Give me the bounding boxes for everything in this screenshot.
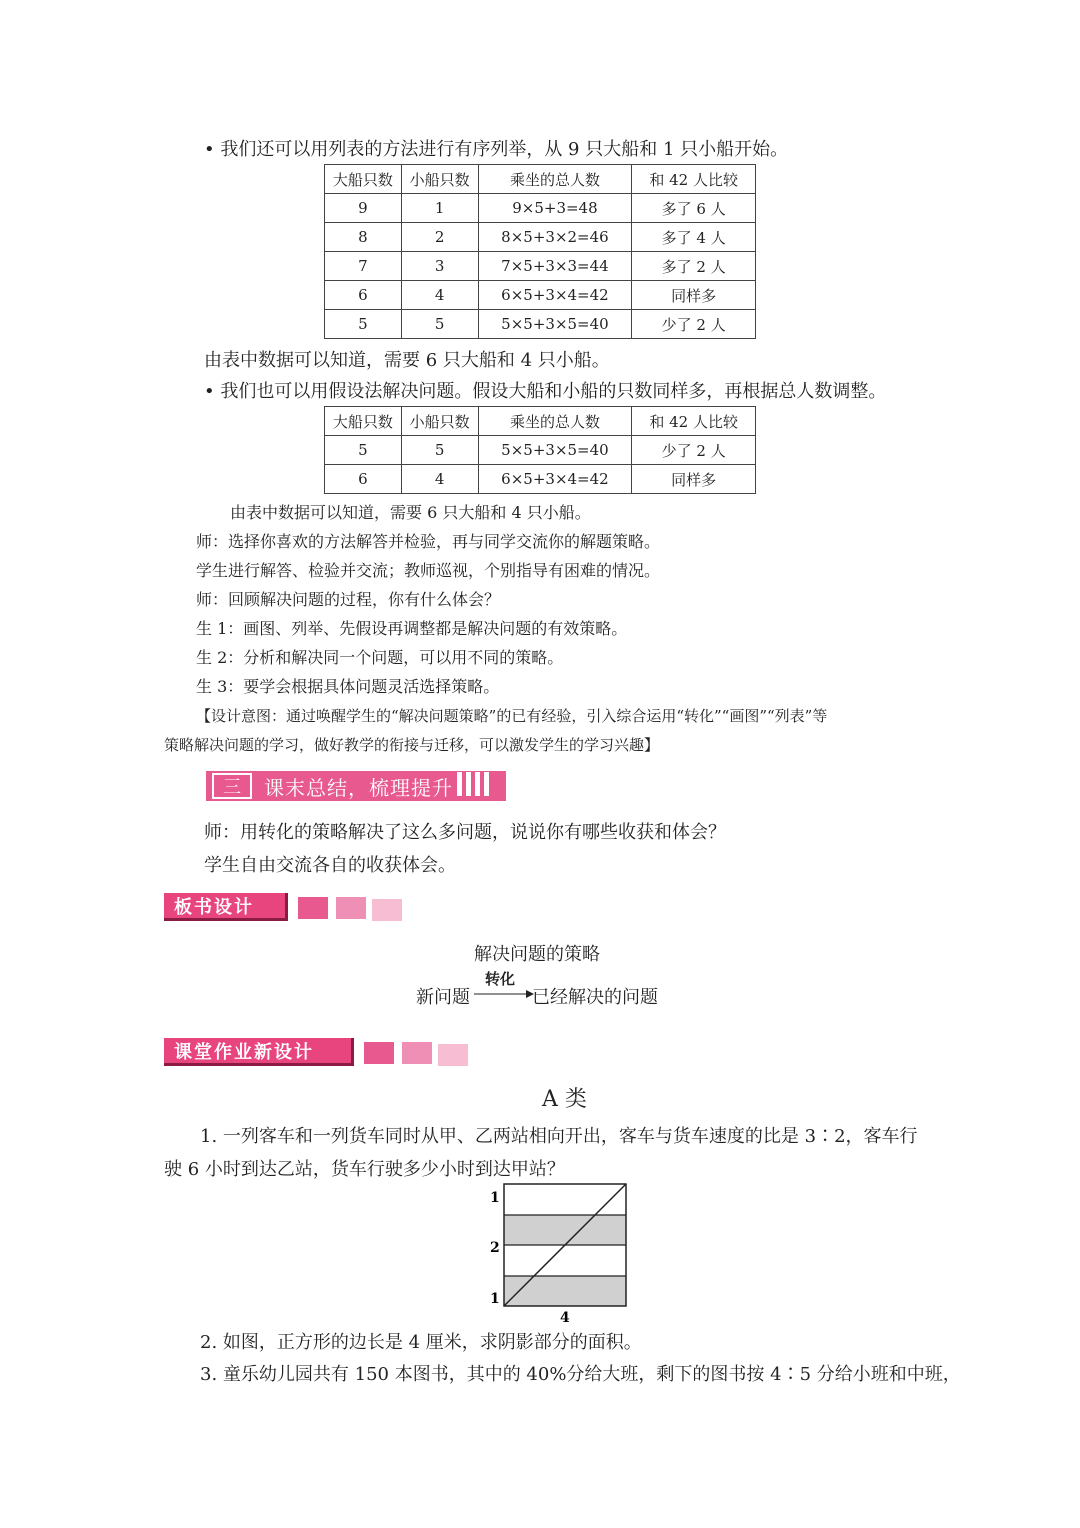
table-cell: 5 [325, 436, 402, 465]
figure-label-bottom: 1 [490, 1291, 500, 1307]
table-cell: 9×5+3=48 [478, 194, 632, 223]
table2-conclusion: 由表中数据可以知道，需要 6 只大船和 4 只小船。 [230, 503, 591, 522]
decor-square [336, 897, 366, 919]
right-arrow-icon [474, 988, 534, 1000]
section-title: 课末总结，梳理提升 [264, 775, 453, 800]
table-cell: 6 [325, 465, 402, 494]
header-cell: 大船只数 [325, 165, 402, 194]
category-heading: A 类 [542, 1087, 587, 1112]
dialogue-line: 生 2：分析和解决同一个问题，可以用不同的策略。 [196, 648, 564, 667]
board-arrow-label: 转化 [485, 970, 516, 988]
header-cell: 小船只数 [401, 407, 478, 436]
table-cell: 多了 4 人 [632, 223, 756, 252]
question-2: 2. 如图，正方形的边长是 4 厘米，求阴影部分的面积。 [200, 1332, 642, 1353]
table-header-row [325, 407, 756, 436]
section-three-banner [206, 771, 506, 801]
figure-label-middle: 2 [490, 1240, 500, 1256]
table-cell: 多了 2 人 [632, 252, 756, 281]
table-cell: 同样多 [632, 465, 756, 494]
table-cell: 7×5+3×3=44 [478, 252, 632, 281]
header-cell: 和 42 人比较 [632, 407, 756, 436]
header-cell: 乘坐的总人数 [478, 165, 632, 194]
table-cell: 9 [325, 194, 402, 223]
table-cell: 多了 6 人 [632, 194, 756, 223]
table-cell: 1 [401, 194, 478, 223]
header-cell: 大船只数 [325, 407, 402, 436]
table1-conclusion: 由表中数据可以知道，需要 6 只大船和 4 只小船。 [204, 350, 610, 371]
figure-label-base: 4 [560, 1310, 570, 1325]
decor-square [364, 1042, 394, 1064]
decor-square [298, 897, 328, 919]
header-cell: 小船只数 [401, 165, 478, 194]
banner-stripes [453, 772, 489, 800]
board-right-text: 已经解决的问题 [532, 987, 658, 1008]
assume-method-intro: • 我们也可以用假设法解决问题。假设大船和小船的只数同样多，再根据总人数调整。 [204, 381, 887, 402]
board-title: 解决问题的策略 [474, 944, 600, 965]
question-1-line2: 驶 6 小时到达乙站，货车行驶多少小时到达甲站？ [164, 1159, 565, 1180]
table-row [325, 223, 756, 252]
table-row [325, 310, 756, 339]
list-method-intro: • 我们还可以用列表的方法进行有序列举，从 9 只大船和 1 只小船开始。 [204, 139, 789, 160]
table-cell: 8×5+3×2=46 [478, 223, 632, 252]
table-cell: 4 [401, 281, 478, 310]
header-cell: 和 42 人比较 [632, 165, 756, 194]
question-3-line1: 3. 童乐幼儿园共有 150 本图书，其中的 40%分给大班，剩下的图书按 4∶5 分给小班和中班， [200, 1364, 961, 1385]
decor-square [402, 1042, 432, 1064]
table-cell: 8 [325, 223, 402, 252]
board-design-label: 板书设计 [164, 893, 288, 921]
table-cell: 6×5+3×4=42 [478, 465, 632, 494]
dialogue-line: 师：回顾解决问题的过程，你有什么体会？ [196, 590, 501, 609]
summary-line: 师：用转化的策略解决了这么多问题，说说你有哪些收获和体会？ [204, 822, 726, 843]
table-cell: 少了 2 人 [632, 310, 756, 339]
enumeration-table [324, 164, 756, 339]
table-row [325, 281, 756, 310]
dialogue-line: 师：选择你喜欢的方法解答并检验，再与同学交流你的解题策略。 [196, 532, 661, 551]
table-cell: 5 [325, 310, 402, 339]
square-shaded-figure [480, 1180, 640, 1325]
table-cell: 2 [401, 223, 478, 252]
table-cell: 7 [325, 252, 402, 281]
table-row [325, 436, 756, 465]
design-intent-line1: 【设计意图：通过唤醒学生的“解决问题策略”的已有经验，引入综合运用“转化”“画图”“列表”等 [196, 707, 828, 725]
figure-label-top: 1 [490, 1190, 500, 1206]
table-cell: 5 [401, 310, 478, 339]
question-1-line1: 1. 一列客车和一列货车同时从甲、乙两站相向开出，客车与货车速度的比是 3∶2，客车行 [200, 1126, 918, 1147]
board-left-text: 新问题 [416, 987, 470, 1008]
decor-square [372, 899, 402, 921]
dialogue-line: 生 1：画图、列举、先假设再调整都是解决问题的有效策略。 [196, 619, 628, 638]
dialogue-line: 学生进行解答、检验并交流；教师巡视，个别指导有困难的情况。 [196, 561, 661, 580]
table-cell: 6 [325, 281, 402, 310]
table-cell: 5×5+3×5=40 [478, 436, 632, 465]
table-row [325, 194, 756, 223]
header-cell: 乘坐的总人数 [478, 407, 632, 436]
summary-line: 学生自由交流各自的收获体会。 [204, 855, 456, 876]
table-row [325, 465, 756, 494]
table-cell: 6×5+3×4=42 [478, 281, 632, 310]
section-number: 三 [212, 773, 252, 799]
dialogue-line: 生 3：要学会根据具体问题灵活选择策略。 [196, 677, 500, 696]
table-cell: 5×5+3×5=40 [478, 310, 632, 339]
homework-design-label: 课堂作业新设计 [164, 1038, 354, 1066]
table-row [325, 252, 756, 281]
table-cell: 同样多 [632, 281, 756, 310]
table-cell: 4 [401, 465, 478, 494]
decor-square [438, 1044, 468, 1066]
assumption-table [324, 406, 756, 494]
table-cell: 少了 2 人 [632, 436, 756, 465]
table-header-row [325, 165, 756, 194]
table-cell: 5 [401, 436, 478, 465]
table-cell: 3 [401, 252, 478, 281]
design-intent-line2: 策略解决问题的学习，做好教学的衔接与迁移，可以激发学生的学习兴趣】 [164, 736, 660, 754]
